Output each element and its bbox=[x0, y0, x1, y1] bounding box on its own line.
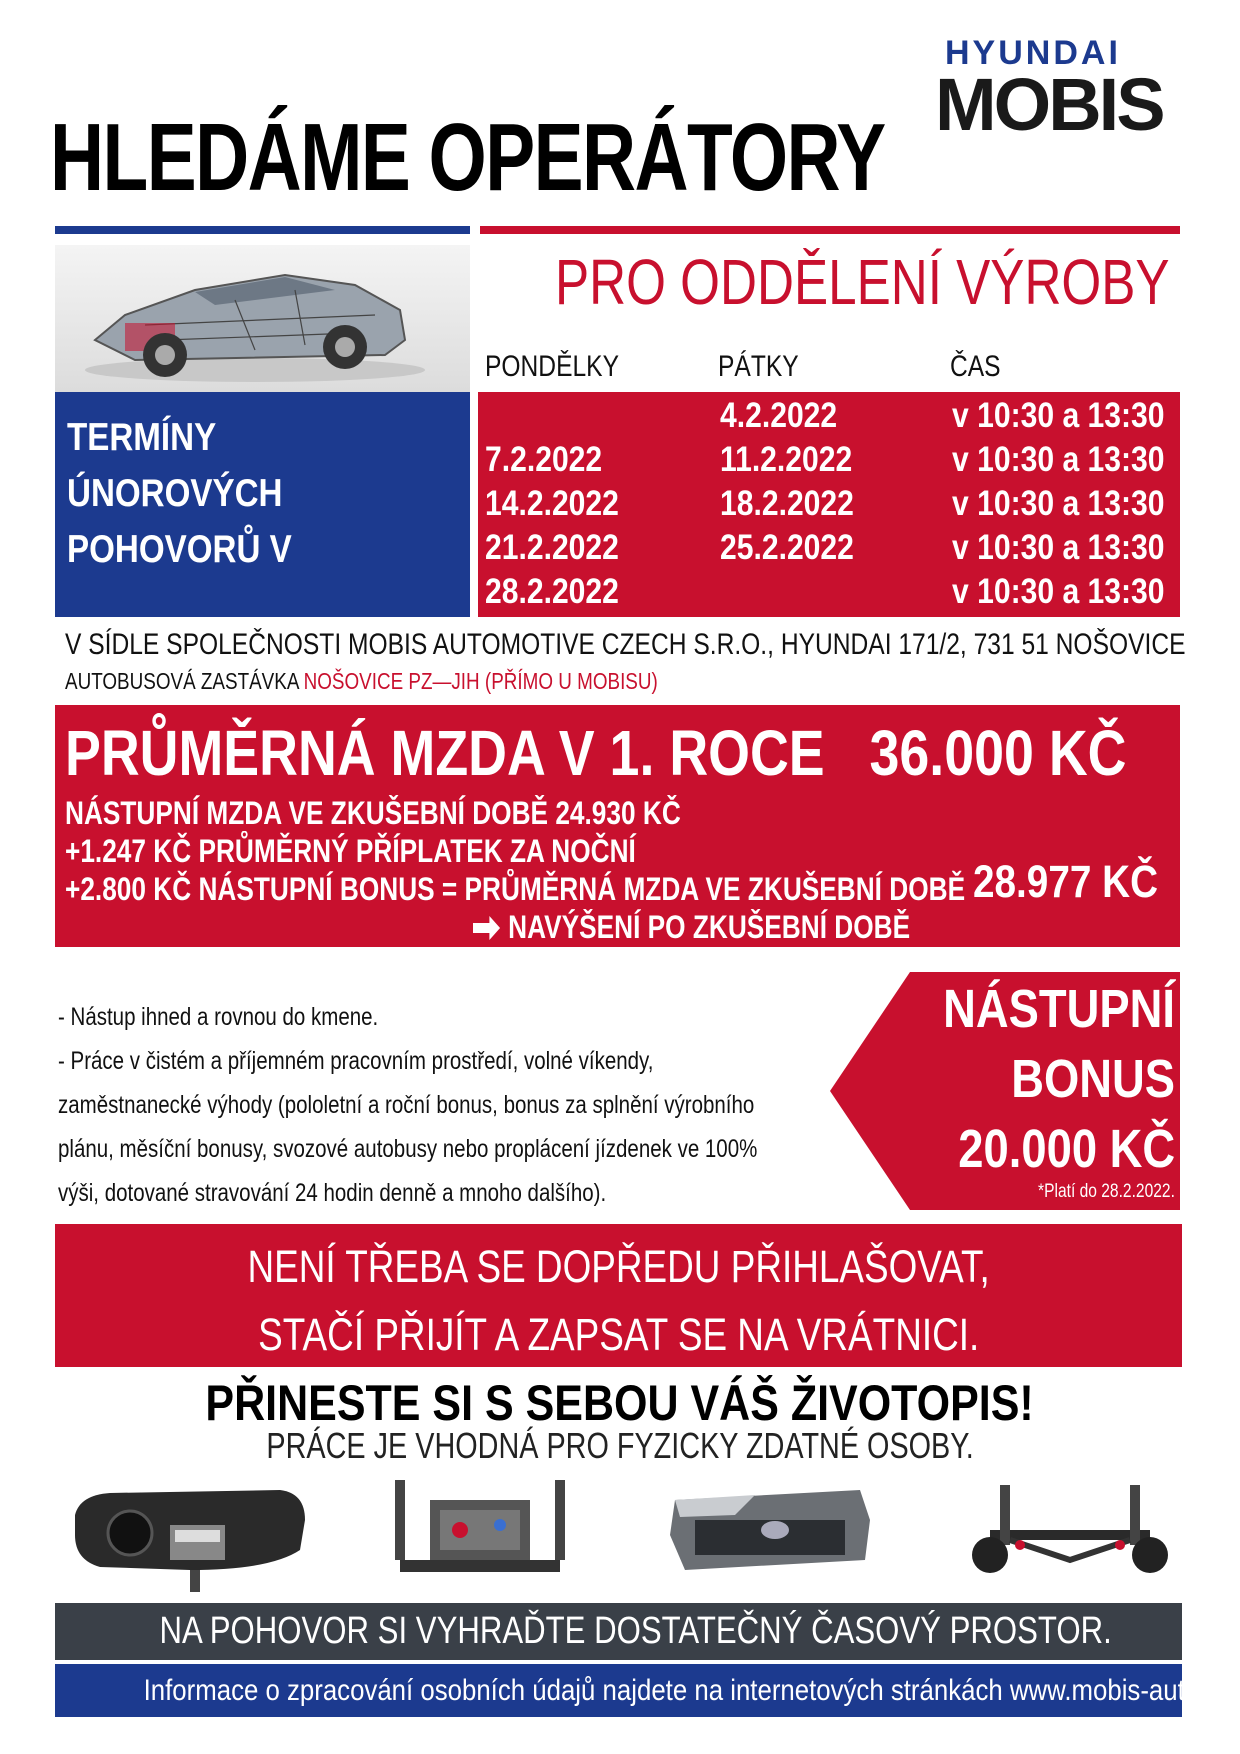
cockpit-module-image bbox=[70, 1475, 310, 1595]
raise-after-probation: NAVÝŠENÍ PO ZKUŠEBNÍ DOBĚ bbox=[473, 911, 1006, 943]
logo-hyundai-text: HYUNDAI bbox=[945, 34, 1121, 72]
bonus-amount: 20.000 KČ bbox=[958, 1119, 1175, 1179]
bus-stop: AUTOBUSOVÁ ZASTÁVKA NOŠOVICE PZ—JIH (PŘÍMO U MOBISU) bbox=[65, 668, 658, 694]
bring-cv-heading: PŘINESTE SI S SEBOU VÁŠ ŽIVOTOPIS! bbox=[205, 1375, 1035, 1431]
suitability-note: PRÁCE JE VHODNÁ PRO FYZICKY ZDATNÉ OSOBY. bbox=[266, 1425, 974, 1466]
night-shift-line: +1.247 KČ PRŮMĚRNÝ PŘÍPLATEK ZA NOČNÍ bbox=[65, 833, 636, 869]
bonus-title-line2: BONUS bbox=[1011, 1049, 1175, 1109]
red-divider bbox=[480, 226, 1180, 234]
average-salary-headline: PRŮMĚRNÁ MZDA V 1. ROCE 36.000 KČ bbox=[65, 717, 1127, 789]
list-item: výši, dotované stravování 24 hodin denně a mnoho dalšího). bbox=[58, 1179, 607, 1207]
table-row: 21.2.2022 25.2.2022 v 10:30 a 13:30 bbox=[485, 528, 1165, 567]
list-item: - Nástup ihned a rovnou do kmene. bbox=[58, 1003, 379, 1031]
blue-divider bbox=[55, 226, 470, 234]
table-row: 28.2.2022 v 10:30 a 13:30 bbox=[485, 572, 1165, 611]
starting-salary-line: NÁSTUPNÍ MZDA VE ZKUŠEBNÍ DOBĚ 24.930 KČ bbox=[65, 795, 681, 831]
page-title: HLEDÁME OPERÁTORY bbox=[50, 104, 885, 211]
table-row: 14.2.2022 18.2.2022 v 10:30 a 13:30 bbox=[485, 484, 1165, 523]
footer-time-note: NA POHOVOR SI VYHRAĎTE DOSTATEČNÝ ČASOVÝ PROSTOR. bbox=[55, 1603, 1182, 1660]
list-item: zaměstnanecké výhody (pololetní a roční bonus, bonus za splnění výrobního bbox=[58, 1091, 755, 1119]
salary-box bbox=[55, 705, 1180, 947]
header-fridays: PÁTKY bbox=[718, 350, 799, 383]
no-registration-banner: NENÍ TŘEBA SE DOPŘEDU PŘIHLAŠOVAT, STAČÍ PŘIJÍT A ZAPSAT SE NA VRÁTNICI. bbox=[55, 1224, 1182, 1367]
list-item: - Práce v čistém a příjemném pracovním prostředí, volné víkendy, bbox=[58, 1047, 654, 1075]
interview-dates-table bbox=[478, 392, 1180, 617]
company-address: V SÍDLE SPOLEČNOSTI MOBIS AUTOMOTIVE CZECH S.R.O., HYUNDAI 171/2, 731 51 NOŠOVICE bbox=[65, 628, 1186, 661]
signing-bonus-line: +2.800 KČ NÁSTUPNÍ BONUS = PRŮMĚRNÁ MZDA VE ZKUŠEBNÍ DOBĚ bbox=[65, 871, 966, 907]
bonus-title-line1: NÁSTUPNÍ bbox=[943, 979, 1175, 1039]
car-cutaway-image bbox=[55, 245, 470, 392]
benefits-list bbox=[58, 995, 838, 1215]
header-mondays: PONDĚLKY bbox=[485, 350, 619, 383]
list-item: plánu, měsíční bonusy, svozové autobusy nebo proplácení jízdenek ve 100% bbox=[58, 1135, 758, 1163]
probation-salary-total: 28.977 KČ bbox=[973, 856, 1159, 907]
chassis-module-image bbox=[380, 1475, 580, 1595]
table-row: 4.2.2022 v 10:30 a 13:30 bbox=[720, 396, 1165, 435]
table-row: 7.2.2022 11.2.2022 v 10:30 a 13:30 bbox=[485, 440, 1165, 479]
subtitle: PRO ODDĚLENÍ VÝROBY bbox=[555, 246, 1170, 318]
rear-suspension-module-image bbox=[960, 1475, 1180, 1595]
interview-terms-label: TERMÍNY ÚNOROVÝCH POHOVORŮ V bbox=[55, 392, 470, 617]
logo-mobis-text: MOBIS bbox=[935, 63, 1163, 146]
footer-privacy-info: Informace o zpracování osobních údajů najdete na internetových stránkách www.mobis-auto.cz bbox=[55, 1664, 1182, 1717]
bonus-validity-note: *Platí do 28.2.2022. bbox=[1038, 1181, 1175, 1202]
front-end-module-image bbox=[665, 1475, 875, 1595]
header-time: ČAS bbox=[950, 350, 1001, 383]
arrow-right-icon bbox=[473, 915, 501, 941]
